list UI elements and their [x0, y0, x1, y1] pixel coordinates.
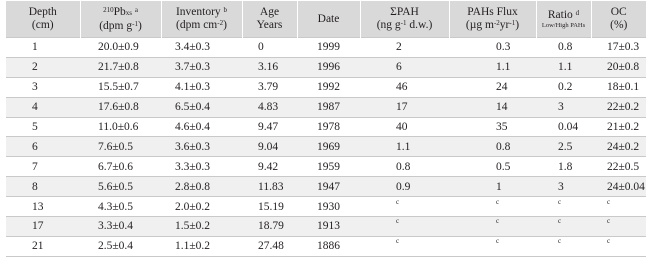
- age-cell: 9.04: [242, 137, 297, 157]
- pah-cell: 17: [360, 97, 449, 117]
- pah-cell: 0.9: [360, 177, 449, 197]
- flux-cell: c: [449, 236, 536, 256]
- age-cell: 0: [242, 38, 297, 58]
- age-cell: 15.19: [242, 197, 297, 217]
- ratio-cell: 0.04: [536, 117, 591, 137]
- ratio-cell: 1.8: [536, 157, 591, 177]
- flux-cell: 0.3: [449, 38, 536, 58]
- inv-cell: 3.7±0.3: [161, 57, 242, 77]
- ratio-cell: 0.8: [536, 38, 591, 58]
- oc-cell: 24±0.04: [591, 177, 646, 197]
- inv-cell: 4.6±0.4: [161, 117, 242, 137]
- pb-cell: 7.6±0.5: [80, 137, 161, 157]
- inv-cell: 2.0±0.2: [161, 197, 242, 217]
- table-row: [6, 157, 646, 177]
- inv-cell: 1.1±0.2: [161, 236, 242, 256]
- pah-cell: 6: [360, 57, 449, 77]
- oc-cell: 20±0.8: [591, 57, 646, 77]
- oc-cell: 21±0.2: [591, 117, 646, 137]
- depth-cell: 7: [6, 157, 80, 177]
- pb-cell: 17.6±0.8: [80, 97, 161, 117]
- date-cell: 1996: [297, 57, 360, 77]
- inv-cell: 1.5±0.2: [161, 217, 242, 237]
- pb-cell: 20.0±0.9: [80, 38, 161, 58]
- table-row: [6, 217, 646, 237]
- header-pb210: $^{210}$Pbxs $^a$ (dpm $g^{-1}$): [80, 1, 161, 38]
- table-row: [6, 197, 646, 217]
- depth-cell: 5: [6, 117, 80, 137]
- pah-cell: 0.8: [360, 157, 449, 177]
- ratio-cell: 3: [536, 97, 591, 117]
- pb-cell: 5.6±0.5: [80, 177, 161, 197]
- header-inventory: Inventory $^b$ (dpm $cm^{-2}$): [161, 1, 242, 38]
- inv-cell: 2.8±0.8: [161, 177, 242, 197]
- ratio-cell: 3: [536, 177, 591, 197]
- inv-cell: 6.5±0.4: [161, 97, 242, 117]
- inv-cell: 3.6±0.3: [161, 137, 242, 157]
- age-cell: 3.16: [242, 57, 297, 77]
- age-cell: 4.83: [242, 97, 297, 117]
- oc-cell: 22±0.2: [591, 97, 646, 117]
- flux-cell: 14: [449, 97, 536, 117]
- age-cell: 11.83: [242, 177, 297, 197]
- age-cell: 27.48: [242, 236, 297, 256]
- oc-cell: 17±0.3: [591, 38, 646, 58]
- ratio-cell: 0.2: [536, 77, 591, 97]
- pah-cell: c: [360, 217, 449, 237]
- table-header: [6, 1, 646, 38]
- pah-cell: 1.1: [360, 137, 449, 157]
- flux-cell: 1.1: [449, 57, 536, 77]
- table-body: [6, 38, 646, 257]
- table-row: [6, 117, 646, 137]
- table-row: [6, 137, 646, 157]
- header-date: Date: [297, 1, 360, 38]
- pb-cell: 11.0±0.6: [80, 117, 161, 137]
- flux-cell: 1: [449, 177, 536, 197]
- age-cell: 9.47: [242, 117, 297, 137]
- depth-cell: 2: [6, 57, 80, 77]
- depth-cell: 1: [6, 38, 80, 58]
- table-row: [6, 38, 646, 58]
- pah-cell: c: [360, 236, 449, 256]
- pb-cell: 21.7±0.8: [80, 57, 161, 77]
- oc-cell: 22±0.5: [591, 157, 646, 177]
- depth-cell: 6: [6, 137, 80, 157]
- age-cell: 18.79: [242, 217, 297, 237]
- header-age: Age Years: [242, 1, 297, 38]
- oc-cell: 18±0.1: [591, 77, 646, 97]
- header-pah-flux: PAHs Flux (µg $m^{-2}yr^{-1}$): [449, 1, 536, 38]
- ratio-cell: c: [536, 197, 591, 217]
- oc-cell: c: [591, 217, 646, 237]
- pah-cell: 40: [360, 117, 449, 137]
- date-cell: 1947: [297, 177, 360, 197]
- table-row: [6, 97, 646, 117]
- pah-cell: c: [360, 197, 449, 217]
- inv-cell: 3.3±0.3: [161, 157, 242, 177]
- pah-cell: 2: [360, 38, 449, 58]
- oc-cell: c: [591, 236, 646, 256]
- header-sum-pah: ΣPAH (ng $g^{-1}$ d.w.): [360, 1, 449, 38]
- date-cell: 1987: [297, 97, 360, 117]
- age-cell: 3.79: [242, 77, 297, 97]
- table-row: [6, 77, 646, 97]
- depth-cell: 21: [6, 236, 80, 256]
- header-oc: OC (%): [591, 1, 646, 38]
- inv-cell: 4.1±0.3: [161, 77, 242, 97]
- oc-cell: c: [591, 197, 646, 217]
- date-cell: 1913: [297, 217, 360, 237]
- oc-cell: 24±0.2: [591, 137, 646, 157]
- flux-cell: c: [449, 217, 536, 237]
- depth-cell: 8: [6, 177, 80, 197]
- ratio-cell: c: [536, 236, 591, 256]
- depth-cell: 3: [6, 77, 80, 97]
- flux-cell: 0.5: [449, 157, 536, 177]
- date-cell: 1978: [297, 117, 360, 137]
- depth-cell: 13: [6, 197, 80, 217]
- age-cell: 9.42: [242, 157, 297, 177]
- date-cell: 1992: [297, 77, 360, 97]
- table-row: [6, 177, 646, 197]
- pb-cell: 4.3±0.5: [80, 197, 161, 217]
- sediment-core-table: [6, 1, 646, 257]
- table-row: [6, 236, 646, 256]
- table-row: [6, 57, 646, 77]
- date-cell: 1999: [297, 38, 360, 58]
- ratio-cell: 1.1: [536, 57, 591, 77]
- inv-cell: 3.4±0.3: [161, 38, 242, 58]
- flux-cell: 24: [449, 77, 536, 97]
- pah-cell: 46: [360, 77, 449, 97]
- date-cell: 1930: [297, 197, 360, 217]
- date-cell: 1886: [297, 236, 360, 256]
- depth-cell: 4: [6, 97, 80, 117]
- pb-cell: 6.7±0.6: [80, 157, 161, 177]
- header-ratio: Ratio $^d$ Low/High PAHs: [536, 1, 591, 38]
- header-depth: Depth (cm): [6, 1, 80, 38]
- pb-cell: 15.5±0.7: [80, 77, 161, 97]
- ratio-cell: c: [536, 217, 591, 237]
- pb-cell: 3.3±0.4: [80, 217, 161, 237]
- depth-cell: 17: [6, 217, 80, 237]
- pb-cell: 2.5±0.4: [80, 236, 161, 256]
- date-cell: 1969: [297, 137, 360, 157]
- flux-cell: c: [449, 197, 536, 217]
- ratio-cell: 2.5: [536, 137, 591, 157]
- flux-cell: 35: [449, 117, 536, 137]
- flux-cell: 0.8: [449, 137, 536, 157]
- date-cell: 1959: [297, 157, 360, 177]
